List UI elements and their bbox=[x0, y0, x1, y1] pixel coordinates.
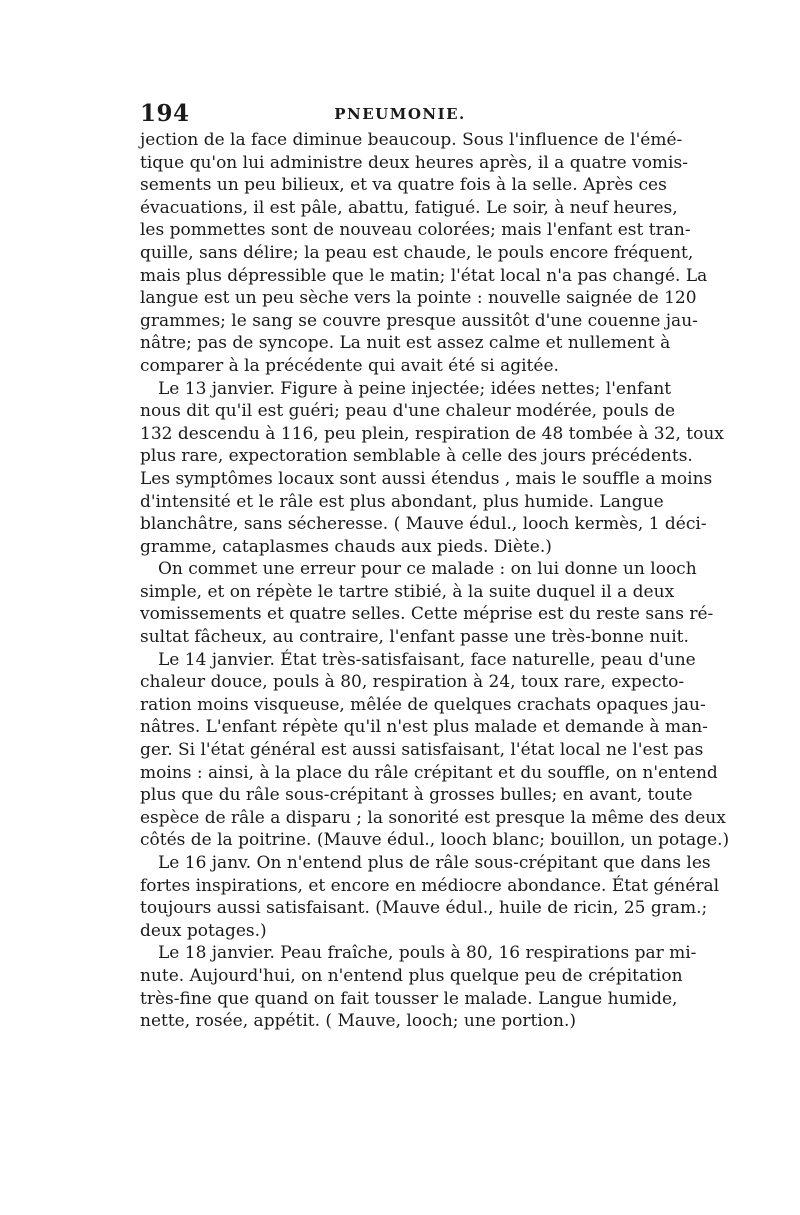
text-line: simple, et on répète le tartre stibié, à la suite duquel il a deux bbox=[140, 581, 675, 602]
text-line: chaleur douce, pouls à 80, respiration à 24, toux rare, expecto- bbox=[140, 672, 685, 693]
text-line: les pommettes sont de nouveau colorées; mais l'enfant est tran- bbox=[140, 220, 691, 241]
text-line: côtés de la poitrine. (Mauve édul., looch blanc; bouillon, un potage.) bbox=[140, 830, 730, 851]
text-line: plus rare, expectoration semblable à celle des jours précédents. bbox=[140, 446, 693, 467]
text-line: gramme, cataplasmes chauds aux pieds. Diète.) bbox=[140, 536, 552, 557]
body-text bbox=[140, 129, 730, 1033]
text-line: d'intensité et le râle est plus abondant, plus humide. Langue bbox=[140, 491, 664, 512]
text-line: Les symptômes locaux sont aussi étendus , mais le souffle a moins bbox=[140, 468, 713, 489]
text-line: blanchâtre, sans sécheresse. ( Mauve édul., looch kermès, 1 déci- bbox=[140, 514, 707, 535]
text-line: ger. Si l'état général est aussi satisfaisant, l'état local ne l'est pas bbox=[140, 740, 704, 761]
text-line: Le 18 janvier. Peau fraîche, pouls à 80, 16 respirations par mi- bbox=[158, 943, 697, 964]
running-title: PNEUMONIE. bbox=[334, 105, 466, 123]
text-line: quille, sans délire; la peau est chaude, le pouls encore fréquent, bbox=[140, 242, 694, 263]
text-line: jection de la face diminue beaucoup. Sous l'influence de l'émé- bbox=[140, 130, 683, 150]
page-number: 194 bbox=[140, 100, 190, 127]
text-line: ration moins visqueuse, mêlée de quelques crachats opaques jau- bbox=[140, 694, 706, 715]
text-line: nute. Aujourd'hui, on n'entend plus quelque peu de crépitation bbox=[140, 965, 683, 986]
text-line: grammes; le sang se couvre presque aussitôt d'une couenne jau- bbox=[140, 310, 698, 331]
text-line: comparer à la précédente qui avait été si agitée. bbox=[140, 355, 559, 376]
text-line: fortes inspirations, et encore en médiocre abondance. État général bbox=[140, 875, 720, 896]
text-line: plus que du râle sous-crépitant à grosses bulles; en avant, toute bbox=[140, 785, 693, 806]
text-line: moins : ainsi, à la place du râle crépitant et du souffle, on n'entend bbox=[140, 762, 718, 783]
text-line: langue est un peu sèche vers la pointe : nouvelle saignée de 120 bbox=[140, 288, 697, 309]
text-line: mais plus dépressible que le matin; l'état local n'a pas changé. La bbox=[140, 265, 708, 286]
text-line: Le 16 janv. On n'entend plus de râle sous-crépitant que dans les bbox=[158, 853, 711, 873]
text-line: tique qu'on lui administre deux heures après, il a quatre vomis- bbox=[140, 152, 688, 173]
text-line: nette, rosée, appétit. ( Mauve, looch; une portion.) bbox=[140, 1011, 577, 1032]
text-line: On commet une erreur pour ce malade : on lui donne un looch bbox=[158, 559, 697, 580]
text-line: Le 13 janvier. Figure à peine injectée; idées nettes; l'enfant bbox=[158, 378, 672, 399]
text-line: espèce de râle a disparu ; la sonorité est presque la même des deux bbox=[140, 807, 726, 828]
text-line: très-fine que quand on fait tousser le malade. Langue humide, bbox=[140, 988, 678, 1009]
text-line: deux potages.) bbox=[140, 920, 267, 941]
text-line: évacuations, il est pâle, abattu, fatigué. Le soir, à neuf heures, bbox=[140, 197, 678, 218]
text-line: nâtres. L'enfant répète qu'il n'est plus malade et demande à man- bbox=[140, 717, 708, 738]
text-line: toujours aussi satisfaisant. (Mauve édul., huile de ricin, 25 gram.; bbox=[140, 898, 708, 919]
text-line: 132 descendu à 116, peu plein, respiration de 48 tombée à 32, toux bbox=[140, 423, 724, 444]
running-head bbox=[140, 100, 660, 130]
text-line: sements un peu bilieux, et va quatre fois à la selle. Après ces bbox=[140, 175, 667, 196]
text-line: Le 14 janvier. État très-satisfaisant, face naturelle, peau d'une bbox=[158, 649, 696, 670]
text-line: vomissements et quatre selles. Cette méprise est du reste sans ré- bbox=[140, 604, 714, 625]
text-line: nous dit qu'il est guéri; peau d'une chaleur modérée, pouls de bbox=[140, 401, 676, 422]
text-line: nâtre; pas de syncope. La nuit est assez calme et nullement à bbox=[140, 333, 671, 354]
text-line: sultat fâcheux, au contraire, l'enfant passe une très-bonne nuit. bbox=[140, 627, 689, 648]
